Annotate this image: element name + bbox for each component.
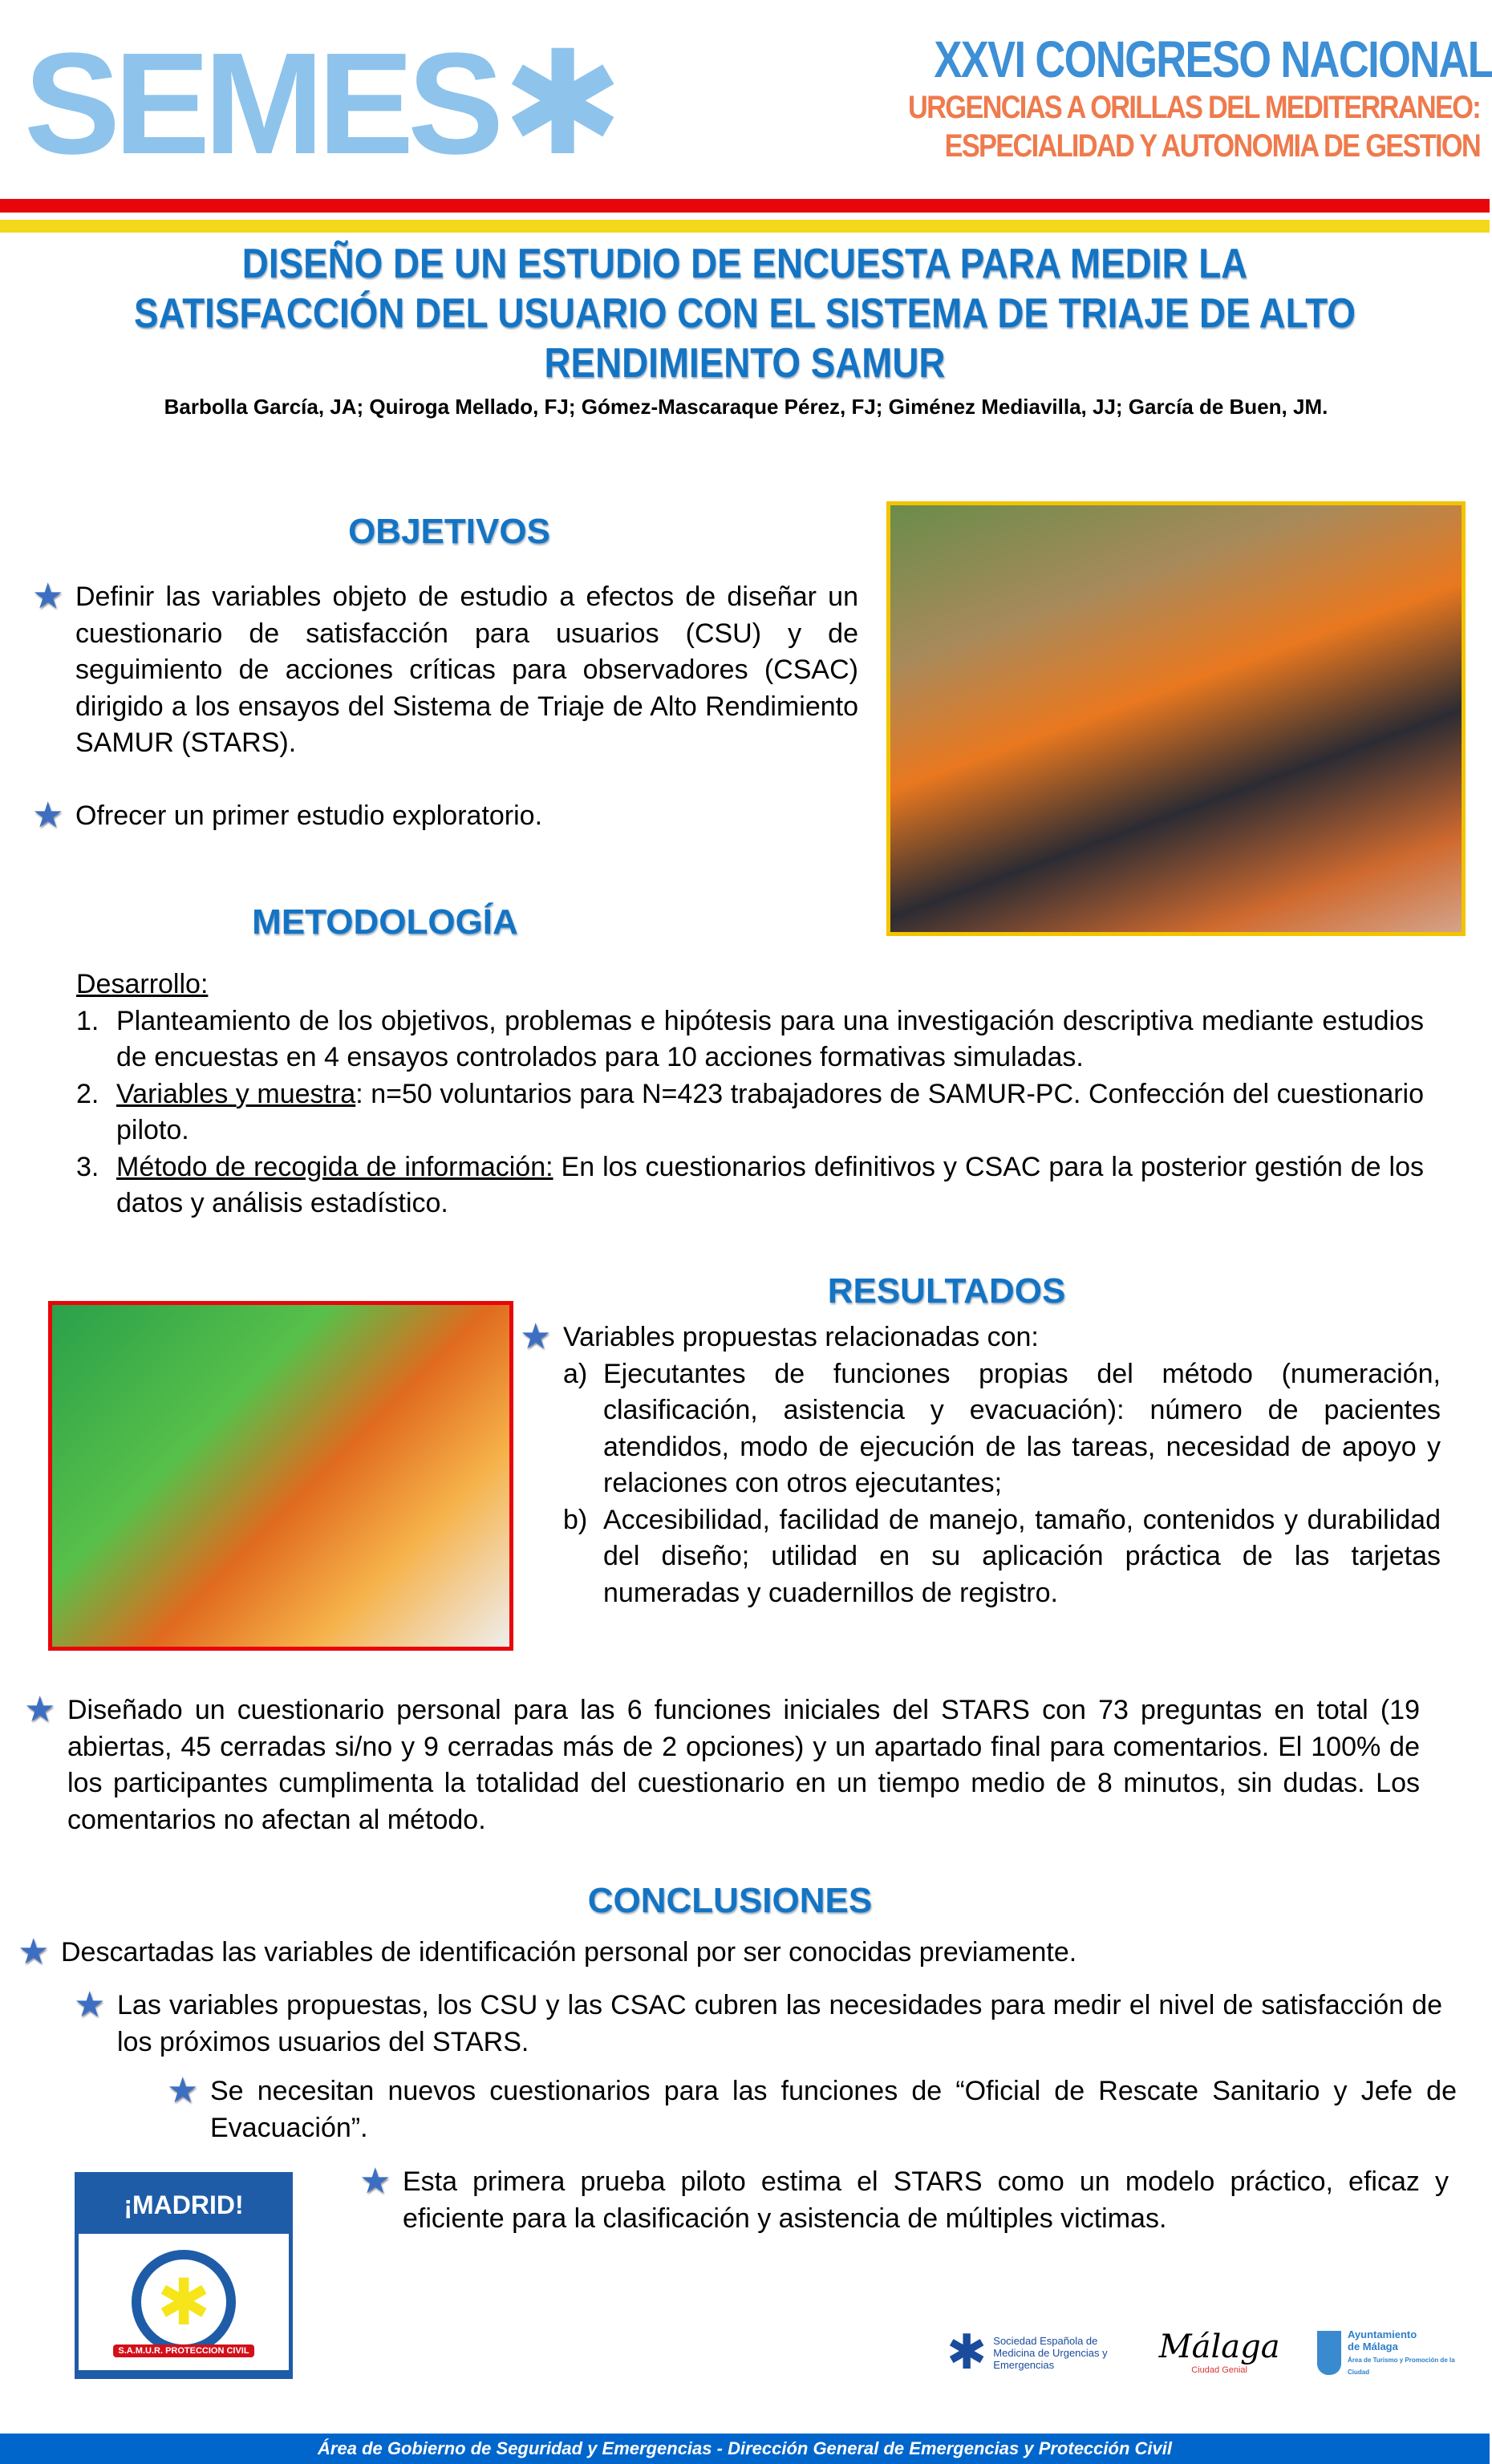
- samur-emblem: ✱ S.A.M.U.R. PROTECCION CIVIL: [132, 2250, 236, 2354]
- metodologia-heading: METODOLOGÍA: [252, 902, 518, 942]
- congress-subtitle-1: URGENCIAS A ORILLAS DEL MEDITERRANEO:: [908, 90, 1480, 125]
- shield-icon: [1317, 2331, 1341, 2375]
- list-item: b) Accesibilidad, facilidad de manejo, tamaño, contenidos y durabilidad del diseño; utilidad en su aplicación práctica de las tarjetas numeradas y cuadernillos de registro.: [563, 1504, 1441, 1608]
- resultados-heading: RESULTADOS: [827, 1271, 1066, 1311]
- list-item: ★ Las variables propuestas, los CSU y las CSAC cubren las necesidades para medir el nivel de satisfacción de los próximos usuarios del STARS.: [74, 1988, 1442, 2061]
- star-icon: ★: [32, 577, 64, 616]
- list-item: ★ Ofrecer un primer estudio exploratorio.: [32, 795, 543, 835]
- star-icon: ★: [18, 1932, 50, 1972]
- list-item: ★ Se necesitan nuevos cuestionarios para las funciones de “Oficial de Rescate Sanitario y Jefe de Evacuación”.: [167, 2073, 1457, 2146]
- star-of-life-icon: ✱: [502, 23, 624, 184]
- desarrollo-label: Desarrollo:: [76, 969, 209, 999]
- sponsor-logos: [947, 2316, 1476, 2389]
- congress-title: XXVI CONGRESO NACIONAL: [934, 30, 1492, 88]
- poster-title: DISEÑO DE UN ESTUDIO DE ENCUESTA PARA MEDIR LA SATISFACCIÓN DEL USUARIO CON EL SISTEMA DE TRIAJE DE ALTO RENDIMIENTO SAMUR: [134, 241, 1356, 387]
- ayuntamiento-malaga-logo: Ayuntamiento de Málaga Área de Turismo y Promoción de la Ciudad: [1317, 2328, 1476, 2377]
- footer-bar: Área de Gobierno de Seguridad y Emergencias - Dirección General de Emergencias y Protección Civil: [0, 2434, 1490, 2464]
- resultados-summary: ★ Diseñado un cuestionario personal para las 6 funciones iniciales del STARS con 73 preguntas en total (19 abiertas, 45 cerradas si/no y 9 cerradas más de 2 opciones) y un apartado final para comentarios. El 100% de los participantes cumplimenta la totalidad del cuestionario en un tiempo medio de 8 minutos, sin dudas. Los comentarios no afectan al método.: [24, 1692, 1420, 1838]
- authors: Barbolla García, JA; Quiroga Mellado, FJ; Gómez-Mascaraque Pérez, FJ; Giménez Mediavilla, JJ; García de Buen, JM.: [164, 395, 1328, 419]
- semes-sponsor-logo: ✱ Sociedad Española de Medicina de Urgencias y Emergencias: [947, 2325, 1108, 2379]
- star-of-life-icon: ✱: [947, 2325, 987, 2379]
- madrid-samur-logo: ¡MADRID! ✱ S.A.M.U.R. PROTECCION CIVIL: [75, 2172, 293, 2379]
- congress-subtitle-2: ESPECIALIDAD Y AUTONOMIA DE GESTION: [944, 128, 1480, 164]
- star-icon: ★: [74, 1985, 106, 2024]
- list-item: 3. Método de recogida de información: En los cuestionarios definitivos y CSAC para la posterior gestión de los datos y análisis estadístico.: [76, 1151, 1424, 1218]
- malaga-logo: Málaga Ciudad Genial: [1158, 2328, 1280, 2375]
- list-item: ★ Esta primera prueba piloto estima el STARS como un modelo práctico, eficaz y eficiente para la clasificación y asistencia de múltiples victimas.: [359, 2164, 1449, 2237]
- star-icon: ★: [32, 795, 64, 835]
- objetivos-list: [32, 579, 858, 834]
- list-item: ★ Definir las variables objeto de estudio a efectos de diseñar un cuestionario de satisfacción para usuarios (CSU) y de seguimiento de acciones críticas para observadores (CSAC) dirigido a los ensayos del Sistema de Triaje de Alto Rendimiento SAMUR (STARS).: [32, 579, 858, 762]
- resultados-content: ★ Variables propuestas relacionadas con: a) Ejecutantes de funciones propias del método (numeración, clasificación, asistencia y evacuación): número de pacientes atendidos, modo de ejecución de las tareas, necesidad de apoyo y relaciones con otros ejecutantes; b) Accesibilidad, facilidad de manejo, tamaño, contenidos y durabilidad del diseño; utilidad en su aplicación práctica de las tarjetas numeradas y cuadernillos de registro.: [520, 1319, 1441, 1611]
- red-stripe: [0, 199, 1490, 213]
- list-item: 1. Planteamiento de los objetivos, problemas e hipótesis para una investigación descriptiva mediante estudios de encuestas en 4 ensayos controlados para 10 acciones formativas simuladas.: [76, 1005, 1424, 1072]
- star-icon: ★: [167, 2071, 199, 2110]
- metodologia-content: [76, 967, 1424, 1222]
- list-item: 2. Variables y muestra: n=50 voluntarios para N=423 trabajadores de SAMUR-PC. Confección del cuestionario piloto.: [76, 1078, 1425, 1145]
- conclusiones-heading: CONCLUSIONES: [587, 1881, 873, 1920]
- congress-banner: [814, 30, 1492, 165]
- photo-evacuation-vest: [48, 1301, 513, 1651]
- objetivos-heading: OBJETIVOS: [348, 512, 550, 551]
- star-icon: ★: [359, 2162, 391, 2201]
- photo-samur-rescue: [886, 501, 1466, 936]
- list-item: ★ Descartadas las variables de identificación personal por ser conocidas previamente.: [18, 1932, 1077, 1972]
- star-icon: ★: [24, 1690, 56, 1729]
- yellow-stripe: [0, 220, 1490, 233]
- semes-logo: SEMES ✱: [24, 23, 624, 184]
- star-icon: ★: [520, 1317, 552, 1356]
- list-item: a) Ejecutantes de funciones propias del método (numeración, clasificación, asistencia y evacuación): número de pacientes atendidos, modo de ejecución de las tareas, necesidad de apoyo y relaciones con otros ejecutantes;: [563, 1358, 1441, 1498]
